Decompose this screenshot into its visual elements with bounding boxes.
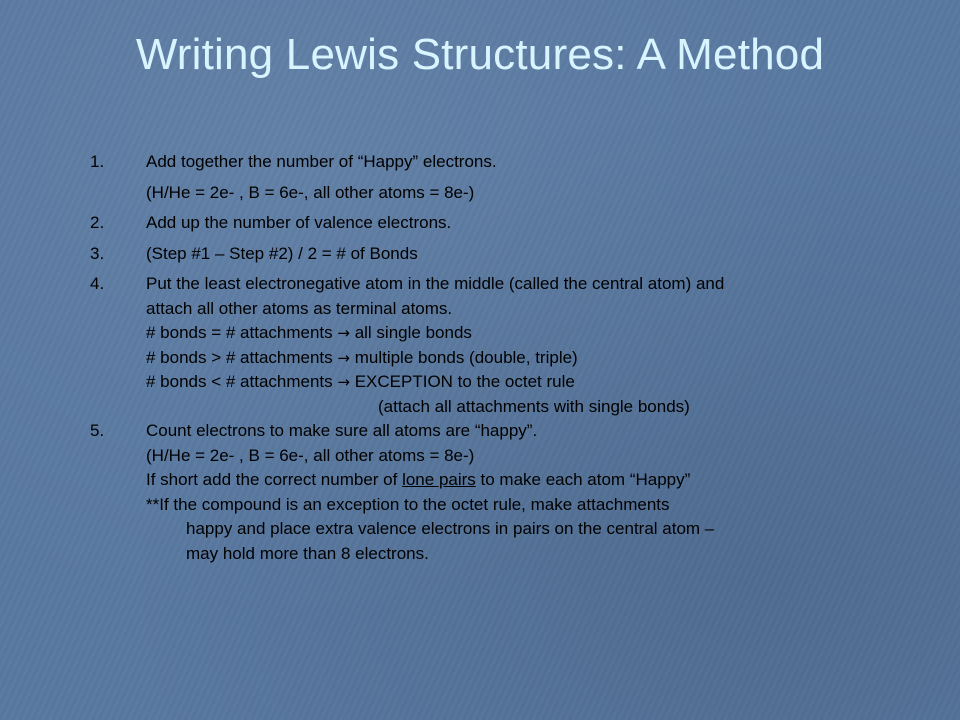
- bond-rule-exception: [146, 370, 910, 395]
- exception-text: happy and place extra valence electrons in pairs on the central atom –: [186, 519, 715, 538]
- rule-condition: # bonds = # attachments: [146, 323, 333, 342]
- step-text: Put the least electronegative atom in the middle (called the central atom) and: [146, 274, 725, 293]
- step-text: Add together the number of “Happy” electrons.: [146, 152, 497, 171]
- step-text: Count electrons to make sure all atoms are “happy”.: [146, 421, 538, 440]
- lone-pairs-line: [146, 468, 910, 493]
- lone-pairs-term: lone pairs: [402, 470, 476, 489]
- slide-title: Writing Lewis Structures: A Method: [135, 30, 825, 79]
- step-5: [90, 419, 910, 566]
- step-text: If short add the correct number of: [146, 470, 403, 489]
- step-text: (H/He = 2e- , B = 6e-, all other atoms = 8e-): [146, 182, 475, 202]
- bond-rule-single: [146, 321, 910, 346]
- right-arrow-icon: →: [337, 324, 350, 342]
- exception-text: **If the compound is an exception to the octet rule, make attachments: [146, 494, 670, 514]
- step-4: [90, 272, 910, 419]
- slide-body: [90, 150, 910, 566]
- step-1: [90, 150, 910, 205]
- step-2: [90, 211, 910, 236]
- exception-note: (attach all attachments with single bonds): [378, 396, 690, 416]
- step-text: attach all other atoms as terminal atoms.: [146, 298, 453, 318]
- rule-condition: # bonds > # attachments: [146, 347, 333, 367]
- right-arrow-icon: →: [337, 348, 350, 367]
- step-text: Add up the number of valence electrons.: [146, 213, 452, 232]
- step-text: to make each atom “Happy”: [475, 470, 691, 489]
- rule-condition: # bonds < # attachments: [146, 372, 333, 391]
- rule-result: all single bonds: [354, 323, 472, 342]
- bond-rule-multiple: [146, 346, 910, 371]
- exception-text: may hold more than 8 electrons.: [186, 543, 429, 563]
- rule-result: EXCEPTION to the octet rule: [354, 372, 575, 391]
- step-number: 1.: [90, 152, 105, 171]
- step-3: [90, 242, 910, 267]
- step-number: 3.: [90, 243, 105, 263]
- rule-result: multiple bonds (double, triple): [354, 347, 578, 367]
- step-number: 4.: [90, 274, 105, 293]
- right-arrow-icon: →: [337, 373, 350, 391]
- step-text: (H/He = 2e- , B = 6e-, all other atoms = 8e-): [146, 445, 475, 465]
- step-number: 2.: [90, 213, 105, 232]
- step-number: 5.: [90, 421, 105, 440]
- step-text: (Step #1 – Step #2) / 2 = # of Bonds: [146, 243, 418, 263]
